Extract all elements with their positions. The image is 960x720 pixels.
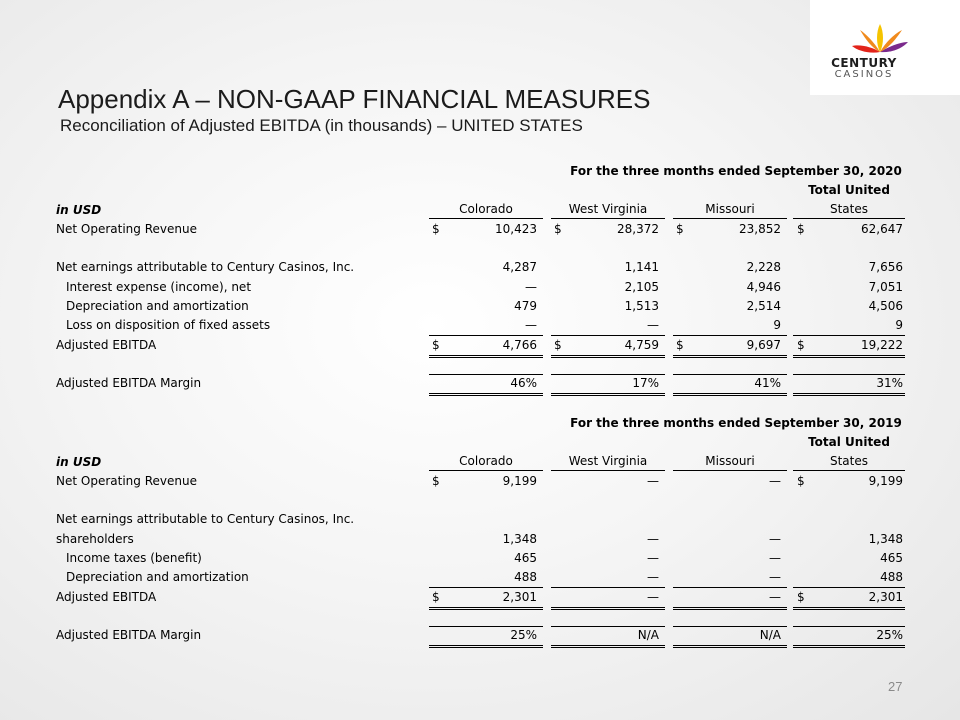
value-total: 19,222 [861, 337, 903, 352]
value-colorado: 9,199 [502, 473, 537, 488]
table-row [56, 374, 908, 393]
column-header-missouri: Missouri [673, 201, 787, 219]
value-missouri: — [769, 531, 781, 546]
table-row [56, 626, 908, 645]
spacer-row [56, 607, 908, 626]
dollar-sign: $ [797, 337, 805, 352]
value-missouri: — [769, 473, 781, 488]
spacer-row [56, 491, 908, 510]
table-row [56, 316, 908, 335]
table-row [56, 336, 908, 355]
value-total: 1,348 [868, 531, 903, 546]
row-label: Net Operating Revenue [56, 221, 197, 236]
total-header-top-row [56, 181, 908, 200]
logo-wordmark-casinos: CASINOS [834, 69, 894, 80]
value-total: 9,199 [868, 473, 903, 488]
table-row [56, 588, 908, 607]
row-label: shareholders [56, 531, 134, 546]
value-west-virginia: — [551, 568, 665, 588]
value-missouri: 41% [754, 376, 781, 391]
value-colorado: 1,348 [502, 531, 537, 546]
value-colorado: — [429, 316, 543, 336]
column-header-colorado: Colorado [429, 201, 543, 219]
table-row [56, 568, 908, 587]
row-label: Interest expense (income), net [66, 279, 252, 294]
table-row [56, 530, 908, 549]
value-missouri: — [673, 568, 787, 588]
dollar-sign: $ [676, 221, 684, 236]
table-row [56, 472, 908, 491]
table-row [56, 510, 908, 529]
value-missouri: 2,514 [746, 299, 781, 314]
column-header-missouri: Missouri [673, 453, 787, 471]
row-label: Adjusted EBITDA [56, 337, 157, 352]
dollar-sign: $ [432, 473, 440, 488]
column-header-row [56, 453, 908, 472]
table-row [56, 220, 908, 239]
value-west-virginia: 17% [632, 376, 659, 391]
value-total: 7,051 [868, 279, 903, 294]
value-west-virginia: — [647, 551, 659, 566]
row-label: Adjusted EBITDA Margin [56, 628, 202, 643]
value-west-virginia: 1,141 [624, 260, 659, 275]
reconciliation-table-2020 [56, 162, 908, 394]
table-row [56, 258, 908, 277]
value-total: 488 [793, 568, 905, 588]
value-missouri: — [769, 589, 781, 604]
column-header-colorado: Colorado [429, 453, 543, 471]
value-total: 31% [876, 376, 903, 391]
value-colorado: 479 [514, 299, 537, 314]
value-west-virginia: 28,372 [617, 221, 659, 236]
column-header-west-virginia: West Virginia [551, 453, 665, 471]
value-missouri: 4,946 [746, 279, 781, 294]
value-west-virginia: 2,105 [624, 279, 659, 294]
row-label: Net Operating Revenue [56, 473, 197, 488]
value-total: 4,506 [868, 299, 903, 314]
dollar-sign: $ [554, 221, 562, 236]
dollar-sign: $ [797, 221, 805, 236]
table-row [56, 278, 908, 297]
column-header-total-line2: States [793, 201, 905, 219]
value-west-virginia: — [647, 531, 659, 546]
row-label: Depreciation and amortization [66, 570, 249, 585]
value-total: 465 [880, 551, 903, 566]
value-total: 62,647 [861, 221, 903, 236]
value-colorado: 10,423 [495, 221, 537, 236]
row-label: Income taxes (benefit) [66, 551, 202, 566]
value-colorado: 46% [510, 376, 537, 391]
dollar-sign: $ [432, 589, 440, 604]
unit-label: in USD [56, 202, 102, 217]
value-colorado: 2,301 [502, 589, 537, 604]
row-label: Depreciation and amortization [66, 299, 249, 314]
value-colorado: 4,287 [502, 260, 537, 275]
period-header: For the three months ended September 30, 2020 [570, 164, 902, 178]
row-label: Net earnings attributable to Century Casinos, Inc. [56, 260, 355, 275]
value-missouri: 9 [673, 316, 787, 336]
table-row [56, 297, 908, 316]
value-west-virginia: 4,759 [624, 337, 659, 352]
period-header: For the three months ended September 30, 2019 [570, 416, 902, 430]
logo-wordmark-century: CENTURY [831, 56, 897, 70]
column-header-row [56, 201, 908, 220]
reconciliation-table-2019 [56, 414, 908, 646]
period-header-row [56, 162, 908, 181]
value-colorado: — [525, 279, 537, 294]
dollar-sign: $ [432, 221, 440, 236]
row-label: Loss on disposition of fixed assets [66, 318, 271, 333]
dollar-sign: $ [676, 337, 684, 352]
spacer-row [56, 239, 908, 258]
value-colorado: 25% [510, 628, 537, 643]
column-header-total-line1: Total United [808, 435, 890, 450]
value-colorado: 488 [429, 568, 543, 588]
value-missouri: 23,852 [739, 221, 781, 236]
century-casinos-logo [810, 0, 960, 95]
value-west-virginia: — [647, 589, 659, 604]
row-label: Net earnings attributable to Century Casinos, Inc. [56, 512, 355, 527]
value-total: 2,301 [868, 589, 903, 604]
row-label: Adjusted EBITDA Margin [56, 376, 202, 391]
period-header-row [56, 414, 908, 433]
value-total: 25% [876, 628, 903, 643]
value-missouri: 9,697 [746, 337, 781, 352]
dollar-sign: $ [432, 337, 440, 352]
value-total: 7,656 [868, 260, 903, 275]
table-row [56, 549, 908, 568]
unit-label: in USD [56, 454, 102, 469]
value-total: 9 [793, 316, 905, 336]
value-colorado: 465 [514, 551, 537, 566]
value-missouri: N/A [759, 628, 781, 643]
column-header-west-virginia: West Virginia [551, 201, 665, 219]
value-west-virginia: — [551, 316, 665, 336]
dollar-sign: $ [797, 473, 805, 488]
value-missouri: — [769, 551, 781, 566]
value-west-virginia: N/A [637, 628, 659, 643]
column-header-total-line1: Total United [808, 183, 890, 198]
dollar-sign: $ [554, 337, 562, 352]
total-header-top-row [56, 433, 908, 452]
page-title: Appendix A – NON-GAAP FINANCIAL MEASURES [58, 84, 651, 114]
dollar-sign: $ [797, 589, 805, 604]
row-label: Adjusted EBITDA [56, 589, 157, 604]
value-colorado: 4,766 [502, 337, 537, 352]
page-number: 27 [888, 679, 903, 694]
value-west-virginia: 1,513 [624, 299, 659, 314]
value-missouri: 2,228 [746, 260, 781, 275]
page-subtitle: Reconciliation of Adjusted EBITDA (in thousands) – UNITED STATES [60, 116, 583, 135]
spacer-row [56, 355, 908, 374]
value-west-virginia: — [647, 473, 659, 488]
column-header-total-line2: States [793, 453, 905, 471]
